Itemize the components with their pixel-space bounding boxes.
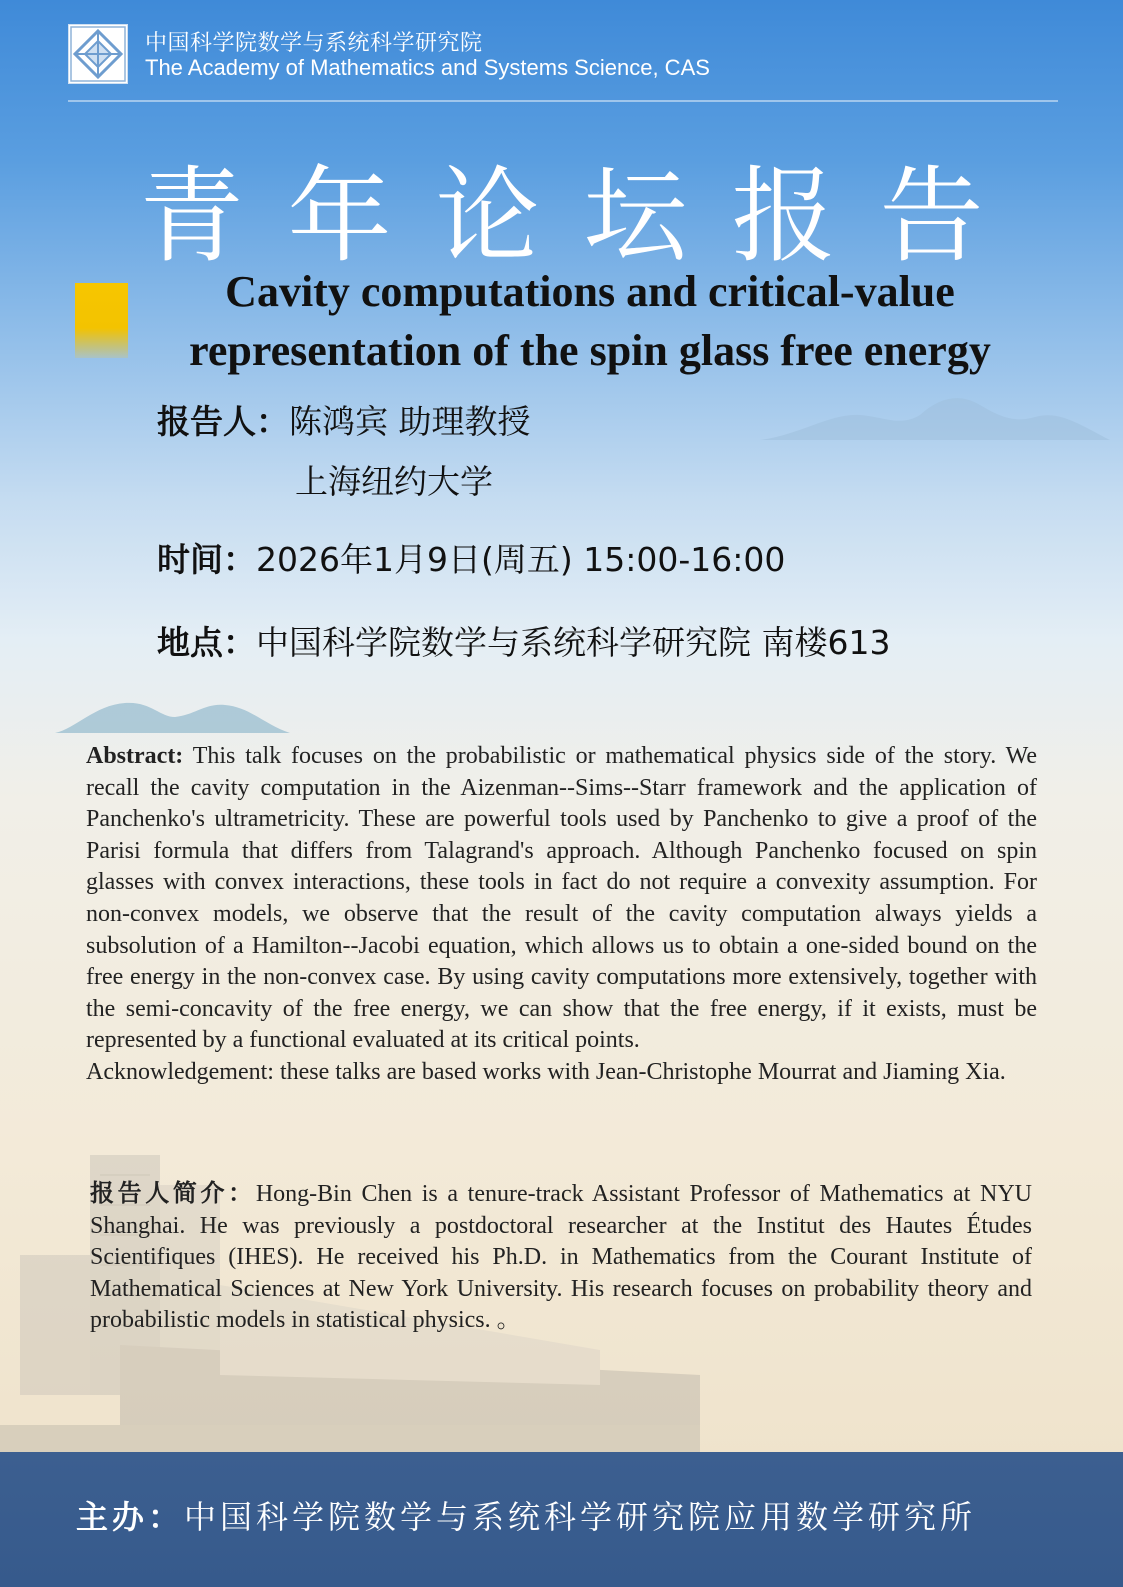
speaker-affiliation: 上海纽约大学: [295, 462, 493, 501]
place-row: [157, 617, 890, 664]
abstract-paragraph: [86, 741, 1037, 1057]
acknowledgement: Acknowledgement: these talks are based works with Jean-Christophe Mourrat and Jiaming Xia.: [86, 1058, 1006, 1085]
place-value: 中国科学院数学与系统科学研究院 南楼613: [256, 623, 891, 662]
footer-label: 主办：: [76, 1498, 185, 1536]
speaker-row: [157, 396, 531, 443]
bio-text: Hong-Bin Chen is a tenure-track Assistant Professor of Mathematics at NYU Shanghai. He was previously a postdoctoral researcher at the Institut des Hautes Études Scientifiques (IHES). He received his Ph.D. in Mathematics from the Courant Institute of Mathematical Sciences at New York University. His research focuses on probability theory and probabilistic models in statistical physics. 。: [90, 1181, 1033, 1334]
amss-logo-icon: [68, 24, 128, 84]
institute-name-en: The Academy of Mathematics and Systems Science, CAS: [145, 55, 710, 80]
talk-title: [140, 262, 1040, 380]
time-row: [157, 534, 785, 581]
time-value: 2026年1月9日(周五) 15:00-16:00: [256, 540, 786, 579]
speaker-label: 报告人：: [157, 402, 289, 441]
time-label: 时间：: [157, 540, 256, 579]
speaker-bio-section: [90, 1179, 1032, 1337]
place-label: 地点：: [157, 623, 256, 662]
talk-title-line-1: Cavity computations and critical-value: [225, 267, 955, 316]
abstract-section: [86, 741, 1037, 1089]
abstract-text: This talk focuses on the probabilistic or mathematical physics side of the story. We recall the cavity computation in the Aizenman--Sims--Starr framework and the application of Panchenko's ultrametricity. These are powerful tools used by Panchenko to give a proof of the Parisi formula that differs from Talagrand's approach. Although Panchenko focused on spin glasses with convex interactions, these tools in fact do not require a convexity assumption. For non-convex models, we observe that the result of the cavity computation always yields a subsolution of a Hamilton--Jacobi equation, which allows us to obtain a one-sided bound on the free energy in the non-convex case. By using cavity computations more extensively, together with the semi-concavity of the free energy, we can show that the free energy, if it exists, must be represented by a functional evaluated at its critical points.: [86, 743, 1037, 1054]
institute-name-cn: 中国科学院数学与系统科学研究院: [145, 31, 483, 56]
abstract-label: Abstract:: [86, 743, 184, 769]
bio-label: 报告人简介：: [90, 1181, 256, 1207]
footer-organizer-name: 中国科学院数学与系统科学研究院应用数学研究所: [184, 1498, 977, 1536]
talk-title-line-2: representation of the spin glass free energy: [189, 326, 991, 375]
speaker-name: 陈鸿宾 助理教授: [289, 402, 531, 441]
accent-bar: [75, 283, 128, 358]
event-type-heading: 青年论坛报告: [139, 155, 1028, 277]
footer-organizer: [76, 1492, 976, 1538]
header-divider: [68, 100, 1058, 102]
logo-graphic: [69, 25, 127, 83]
mountain-decoration-right: [760, 385, 1110, 445]
mountain-decoration-left: [55, 695, 290, 735]
